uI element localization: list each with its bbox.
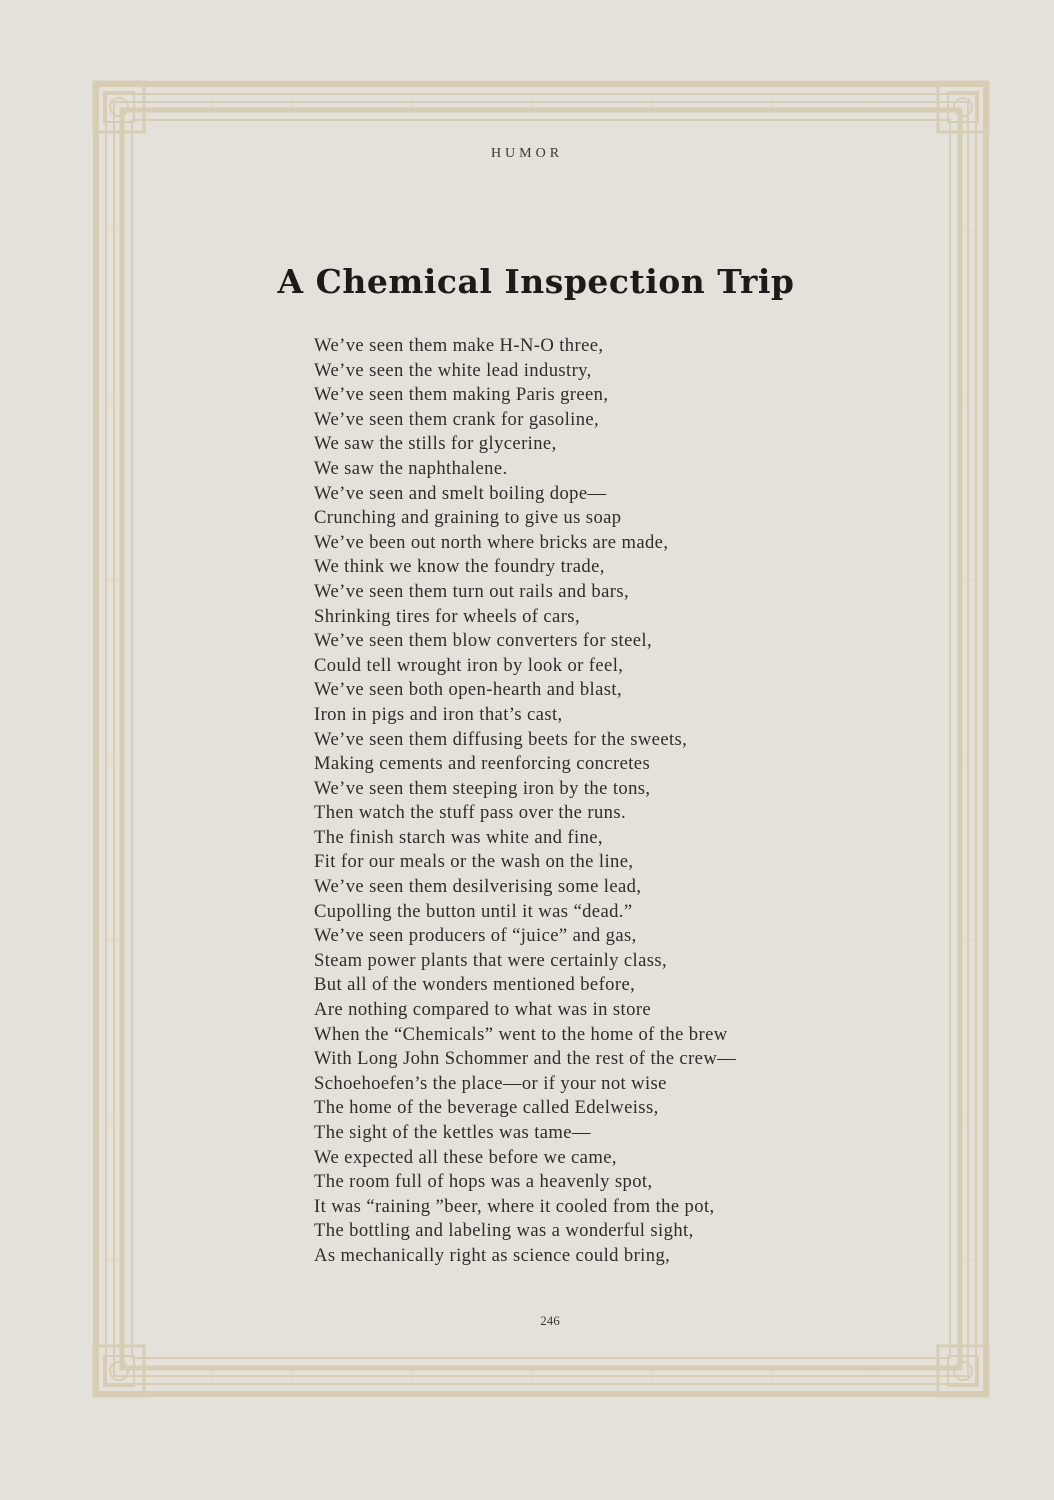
poem-line: Shrinking tires for wheels of cars, xyxy=(314,605,580,627)
poem-line: We think we know the foundry trade, xyxy=(314,556,605,578)
poem-line: We’ve seen and smelt boiling dope— xyxy=(314,482,607,504)
poem-line: We’ve seen the white lead industry, xyxy=(314,359,592,381)
poem-line: We’ve seen them making Paris green, xyxy=(314,384,609,406)
poem-line: Making cements and reenforcing concretes xyxy=(314,753,651,775)
poem-line: The home of the beverage called Edelweiss, xyxy=(314,1097,659,1119)
poem-line: We’ve seen them make H-N-O three, xyxy=(314,335,604,356)
poem-line: We’ve seen them steeping iron by the tons, xyxy=(314,777,651,799)
section-header: HUMOR xyxy=(490,146,564,161)
poem-line: We’ve been out north where bricks are made, xyxy=(314,531,669,553)
poem-line: We’ve seen producers of “juice” and gas, xyxy=(314,925,637,947)
page-number: 246 xyxy=(540,1313,560,1328)
poem-line: Iron in pigs and iron that’s cast, xyxy=(314,703,563,725)
poem-line: But all of the wonders mentioned before, xyxy=(314,974,636,996)
poem-line: We saw the stills for glycerine, xyxy=(314,433,557,455)
poem-line: As mechanically right as science could bring, xyxy=(314,1244,671,1266)
poem-line: We’ve seen them blow converters for steel, xyxy=(314,630,652,652)
poem-line: We expected all these before we came, xyxy=(314,1146,617,1168)
poem-title: A Chemical Inspection Trip xyxy=(277,262,795,301)
poem-line: The finish starch was white and fine, xyxy=(314,826,603,848)
poem-line: With Long John Schommer and the rest of the crew— xyxy=(314,1048,737,1070)
poem-line: We’ve seen them turn out rails and bars, xyxy=(314,580,630,602)
poem-line: Fit for our meals or the wash on the line, xyxy=(314,851,634,873)
poem-line: Schoehoefen’s the place—or if your not wise xyxy=(314,1072,667,1094)
poem-body xyxy=(314,334,834,1269)
poem-line: When the “Chemicals” went to the home of the brew xyxy=(314,1023,728,1045)
poem-line: Are nothing compared to what was in store xyxy=(314,999,652,1021)
poem-line: It was “raining ”beer, where it cooled from the pot, xyxy=(314,1195,715,1217)
poem-line: The sight of the kettles was tame— xyxy=(314,1122,591,1143)
poem-line: We saw the naphthalene. xyxy=(314,457,508,479)
poem-line: Steam power plants that were certainly class, xyxy=(314,949,668,971)
poem-line: Crunching and graining to give us soap xyxy=(314,507,622,529)
poem-line: We’ve seen them diffusing beets for the sweets, xyxy=(314,728,688,750)
poem-line: Could tell wrought iron by look or feel, xyxy=(314,654,624,676)
poem-line: We’ve seen both open-hearth and blast, xyxy=(314,679,622,701)
poem-line: The bottling and labeling was a wonderful sight, xyxy=(314,1220,694,1242)
poem-line: We’ve seen them desilverising some lead, xyxy=(314,876,642,898)
poem-line: Cupolling the button until it was “dead.” xyxy=(314,900,633,922)
poem-line: The room full of hops was a heavenly spot, xyxy=(314,1171,653,1193)
poem-line: Then watch the stuff pass over the runs. xyxy=(314,802,627,824)
poem-line: We’ve seen them crank for gasoline, xyxy=(314,408,600,430)
